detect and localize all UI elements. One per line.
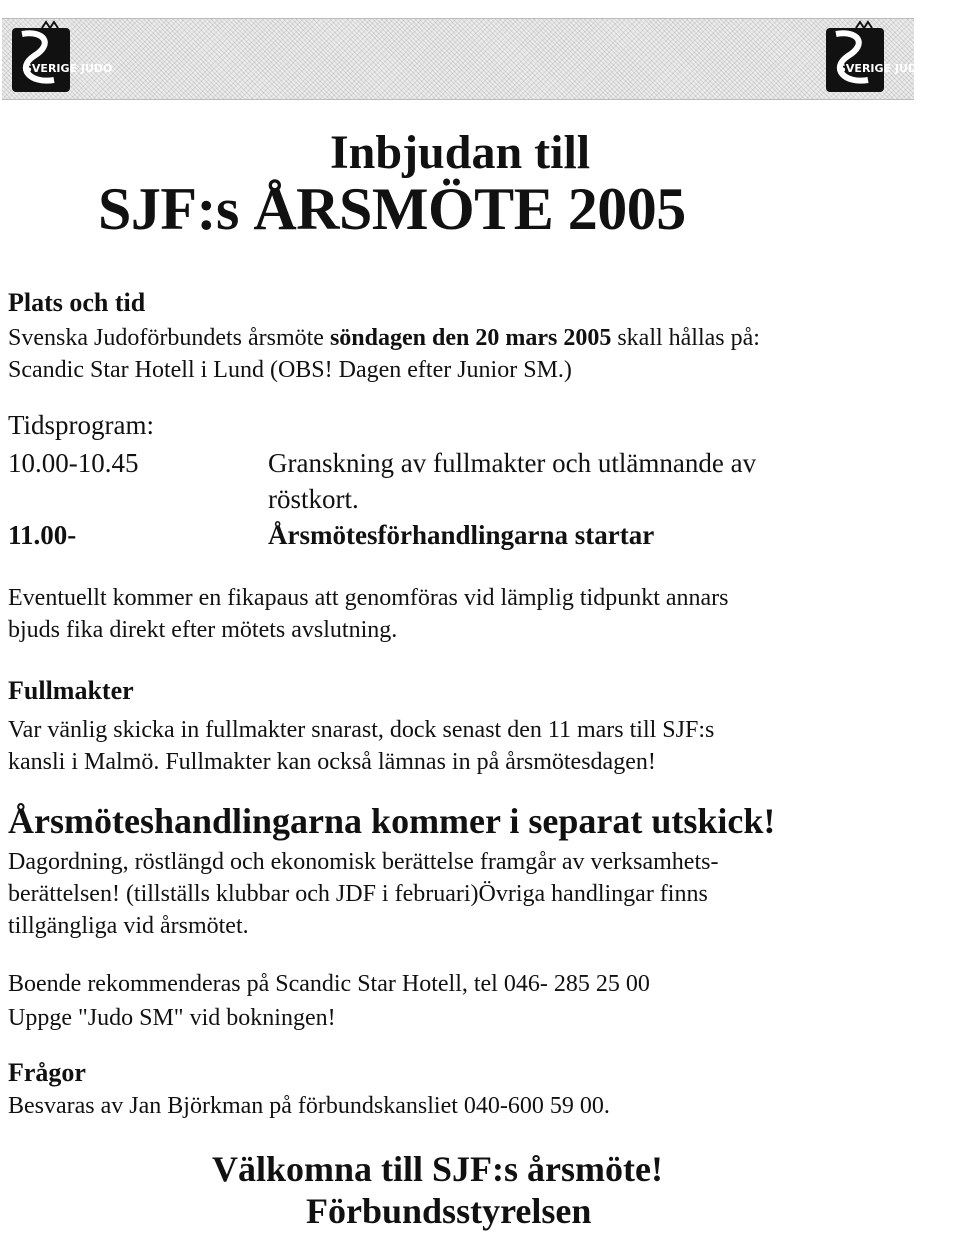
program-text-1b: röstkort.	[268, 484, 359, 514]
closing-signature: Förbundsstyrelsen	[306, 1191, 592, 1231]
page-title: SJF:s ÅRSMÖTE 2005	[98, 176, 686, 242]
handlingar-line-1: Dagordning, röstlängd och ekonomisk berättelse framgår av verksamhets-	[8, 849, 719, 875]
plats-text-a: Svenska Judoförbundets årsmöte	[8, 325, 330, 351]
title-invitation: Inbjudan till	[330, 126, 591, 179]
fullmakter-line-1: Var vänlig skicka in fullmakter snarast, dock senast den 11 mars till SJF:s	[8, 717, 715, 743]
fika-line-1: Eventuellt kommer en fikapaus att genomföras vid lämplig tidpunkt annars	[8, 585, 729, 611]
logo-text: SVERIGE JUDO	[24, 62, 113, 75]
plats-heading: Plats och tid	[8, 288, 146, 317]
fika-line-2: bjuds fika direkt efter mötets avslutning.	[8, 617, 398, 643]
logo-text: SVERIGE JUDO	[838, 62, 927, 75]
plats-date: söndagen den 20 mars 2005	[329, 325, 612, 351]
sjf-judo-logo-right	[818, 22, 927, 96]
program-time-2: 11.00-	[8, 520, 77, 550]
boende-line-1: Boende rekommenderas på Scandic Star Hotell, tel 046- 285 25 00	[8, 971, 650, 997]
plats-line-2: Scandic Star Hotell i Lund (OBS! Dagen efter Junior SM.)	[8, 357, 572, 383]
sjf-judo-logo-left	[4, 22, 113, 96]
plats-text-c: skall hållas på:	[611, 325, 760, 351]
handlingar-line-2: berättelsen! (tillställs klubbar och JDF i februari)Övriga handlingar finns	[8, 881, 708, 907]
fullmakter-line-2: kansli i Malmö. Fullmakter kan också lämnas in på årsmötesdagen!	[8, 749, 656, 775]
fullmakter-heading: Fullmakter	[8, 676, 134, 705]
program-text-2: Årsmötesförhandlingarna startar	[268, 520, 655, 550]
program-time-1: 10.00-10.45	[8, 448, 139, 478]
plats-line-1	[8, 322, 760, 354]
boende-line-2: Uppge "Judo SM" vid bokningen!	[8, 1005, 336, 1031]
program-text-1: Granskning av fullmakter och utlämnande av	[268, 448, 757, 478]
fragor-line-1: Besvaras av Jan Björkman på förbundskansliet 040-600 59 00.	[8, 1093, 610, 1119]
handlingar-line-3: tillgängliga vid årsmötet.	[8, 913, 249, 939]
handlingar-heading: Årsmöteshandlingarna kommer i separat utskick!	[8, 801, 776, 841]
program-heading: Tidsprogram:	[8, 410, 155, 440]
header-banner	[2, 18, 914, 100]
closing-welcome: Välkomna till SJF:s årsmöte!	[212, 1149, 663, 1189]
fragor-heading: Frågor	[8, 1058, 86, 1087]
